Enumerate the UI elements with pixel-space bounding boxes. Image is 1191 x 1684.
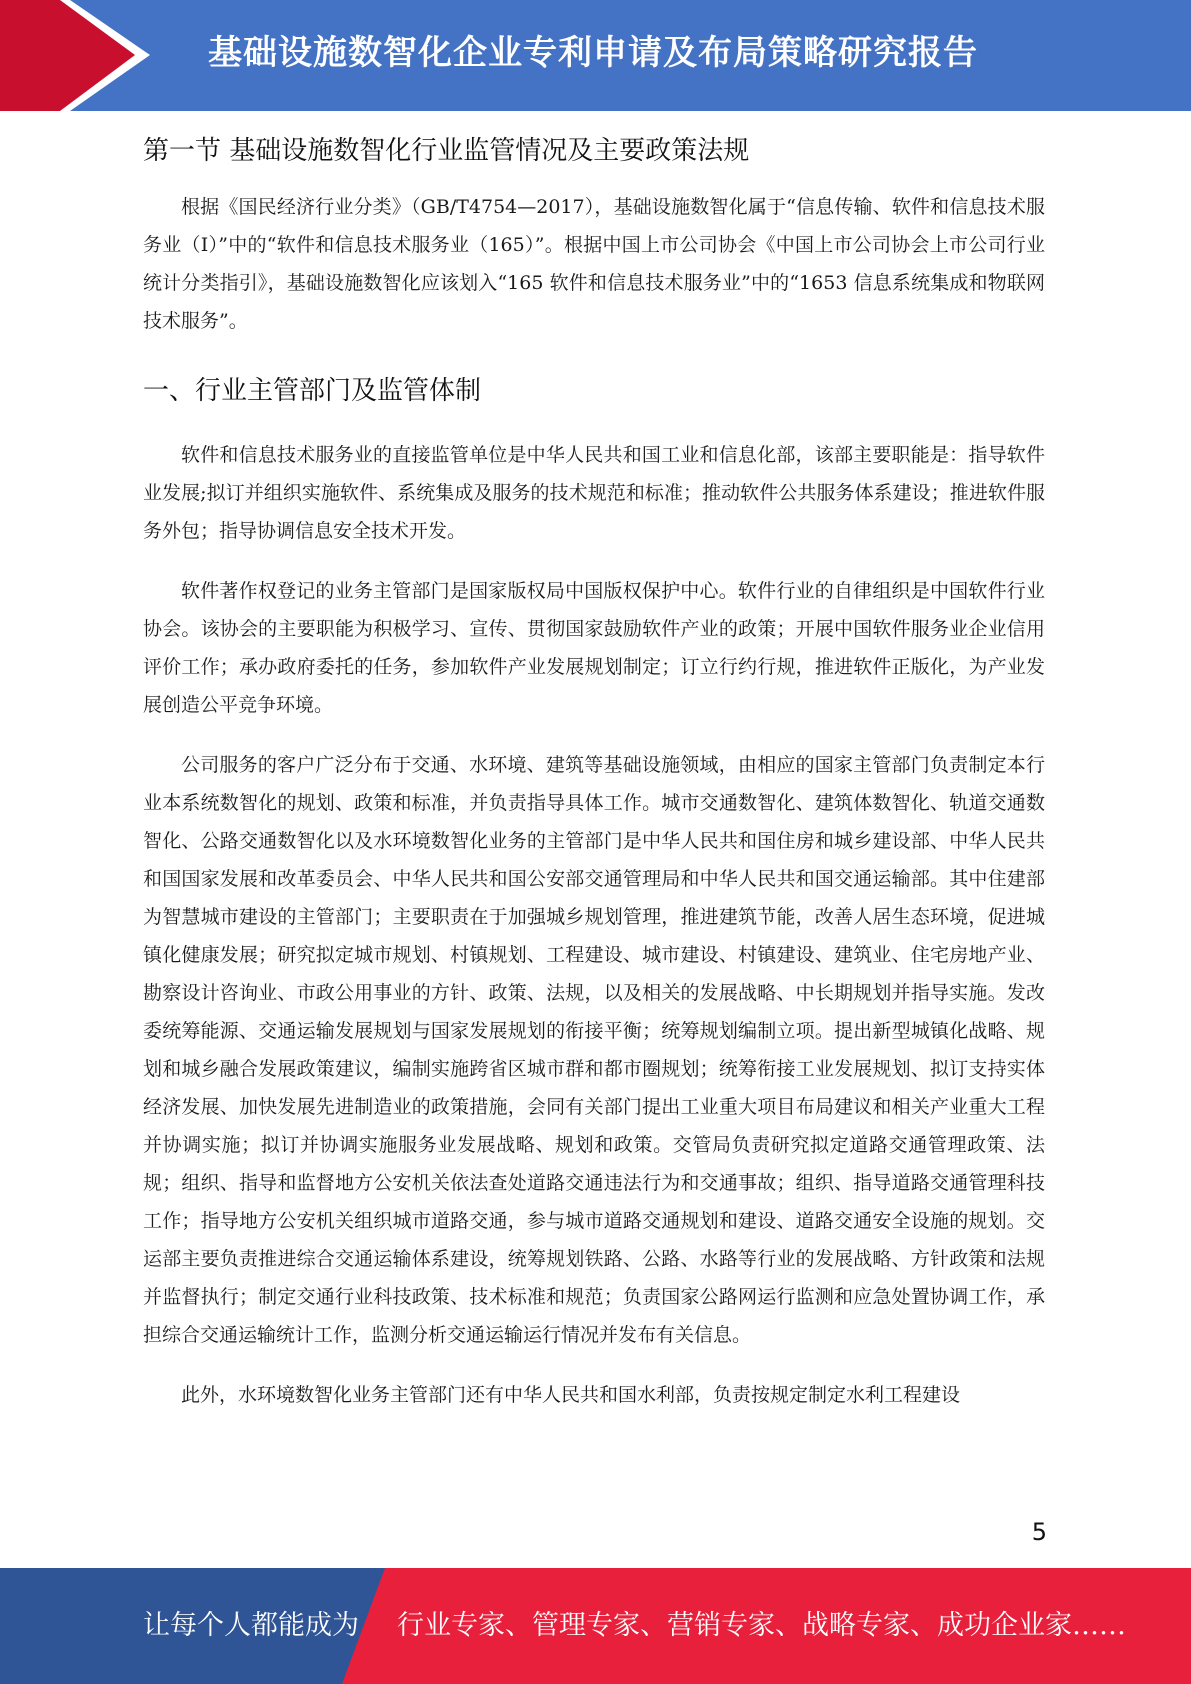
page-number: 5: [1031, 1518, 1047, 1546]
page-footer: [0, 1568, 1191, 1684]
paragraph-1: 软件和信息技术服务业的直接监管单位是中华人民共和国工业和信息化部，该部主要职能是：指导软件业发展;拟订并组织实施软件、系统集成及服务的技术规范和标准；推动软件公共服务体系建设；推进软件服务外包；指导协调信息安全技术开发。: [143, 444, 1045, 542]
page-header: [0, 0, 1191, 111]
paragraph-2: 软件著作权登记的业务主管部门是国家版权局中国版权保护中心。软件行业的自律组织是中国软件行业协会。该协会的主要职能为积极学习、宣传、贯彻国家鼓励软件产业的政策；开展中国软件服务业企业信用评价工作；承办政府委托的任务，参加软件产业发展规划制定；订立行约行规，推进软件正版化，为产业发展创造公平竞争环境。: [143, 580, 1045, 716]
report-title: 基础设施数智化企业专利申请及布局策略研究报告: [208, 33, 978, 73]
section-title: 第一节 基础设施数智化行业监管情况及主要政策法规: [143, 136, 750, 166]
subsection-title: 一、行业主管部门及监管体制: [143, 376, 482, 406]
paragraph-4: 此外，水环境数智化业务主管部门还有中华人民共和国水利部，负责按规定制定水利工程建设: [181, 1384, 961, 1406]
header-chevron-red: [0, 0, 135, 111]
footer-slogan-left: 让每个人都能成为: [143, 1610, 359, 1641]
footer-slogan-right: 行业专家、管理专家、营销专家、战略专家、成功企业家……: [397, 1610, 1126, 1641]
intro-paragraph: 根据《国民经济行业分类》（GB/T4754—2017），基础设施数智化属于“信息传输、软件和信息技术服务业（I）”中的“软件和信息技术服务业（165）”。根据中国上市公司协会《中国上市公司协会上市公司行业统计分类指引》，基础设施数智化应该划入“165 软件和信息技术服务业”中的“1653 信息系统集成和物联网技术服务”。: [143, 196, 1045, 332]
paragraph-3: 公司服务的客户广泛分布于交通、水环境、建筑等基础设施领域，由相应的国家主管部门负责制定本行业本系统数智化的规划、政策和标准，并负责指导具体工作。城市交通数智化、建筑体数智化、轨道交通数智化、公路交通数智化以及水环境数智化业务的主管部门是中华人民共和国住房和城乡建设部、中华人民共和国国家发展和改革委员会、中华人民共和国公安部交通管理局和中华人民共和国交通运输部。其中住建部为智慧城市建设的主管部门；主要职责在于加强城乡规划管理，推进建筑节能，改善人居生态环境，促进城镇化健康发展；研究拟定城市规划、村镇规划、工程建设、城市建设、村镇建设、建筑业、住宅房地产业、勘察设计咨询业、市政公用事业的方针、政策、法规，以及相关的发展战略、中长期规划并指导实施。发改委统筹能源、交通运输发展规划与国家发展规划的衔接平衡；统筹规划编制立项。提出新型城镇化战略、规划和城乡融合发展政策建议，编制实施跨省区城市群和都市圈规划；统筹衔接工业发展规划、拟订支持实体经济发展、加快发展先进制造业的政策措施，会同有关部门提出工业重大项目布局建议和相关产业重大工程并协调实施；拟订并协调实施服务业发展战略、规划和政策。交管局负责研究拟定道路交通管理政策、法规；组织、指导和监督地方公安机关依法查处道路交通违法行为和交通事故；组织、指导道路交通管理科技工作；指导地方公安机关组织城市道路交通，参与城市道路交通规划和建设、道路交通安全设施的规划。交运部主要负责推进综合交通运输体系建设，统筹规划铁路、公路、水路等行业的发展战略、方针政策和法规并监督执行；制定交通行业科技政策、技术标准和规范；负责国家公路网运行监测和应急处置协调工作，承担综合交通运输统计工作，监测分析交通运输运行情况并发布有关信息。: [143, 754, 1045, 1346]
document-body: [143, 126, 1045, 1414]
